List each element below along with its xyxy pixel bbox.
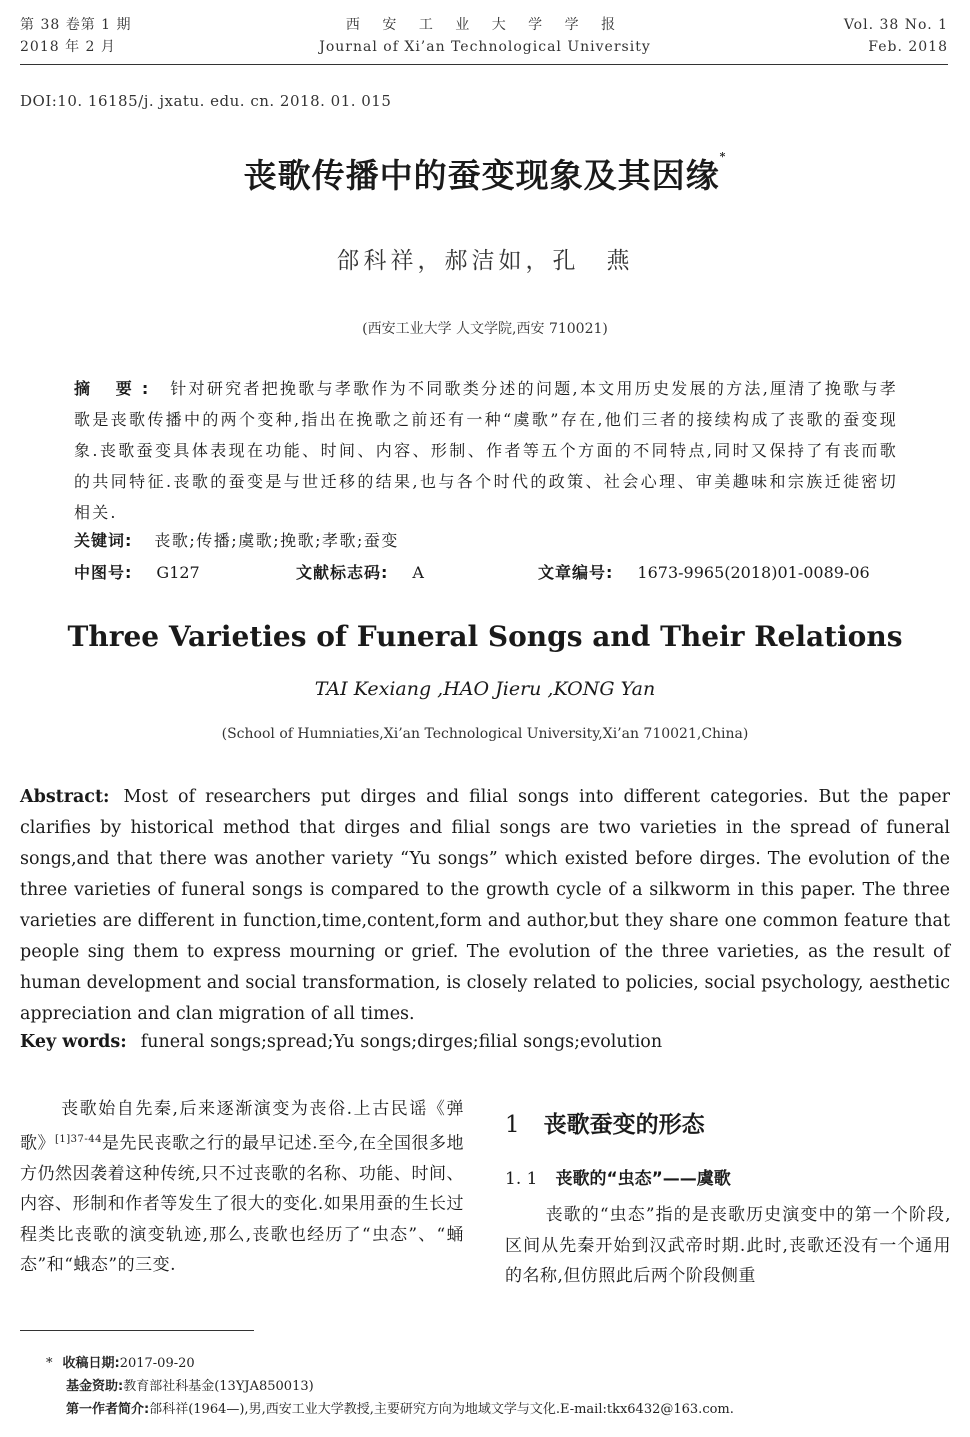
classification-row <box>74 560 904 586</box>
footnote-received <box>46 1352 195 1375</box>
abstract-en <box>20 782 950 1030</box>
doc-code <box>296 560 424 583</box>
section-1-1-text: 丧歌的“虫态”指的是丧歌历史演变中的第一个阶段,区间从先秦开始到汉武帝时期.此时,丧歌还没有一个通用的名称,但仿照此后两个阶段侧重 <box>505 1205 951 1286</box>
body-right-column <box>505 1200 951 1292</box>
footnote-rule <box>20 1330 254 1331</box>
article-number <box>538 560 870 583</box>
date-en: Feb. 2018 <box>868 39 948 55</box>
issue-date: 2018 年 2 月 <box>20 39 116 55</box>
abstract-cn-text: 针对研究者把挽歌与孝歌作为不同歌类分述的问题,本文用历史发展的方法,厘清了挽歌与孝歌是丧歌传播中的两个变种,指出在挽歌之前还有一种“虞歌”存在,他们三者的接续构成了丧歌的蚕变现象.丧歌蚕变具体表现在功能、时间、内容、形制、作者等五个方面的不同特点,同时又保持了有丧而歌的共同特征.丧歌的蚕变是与世迁移的结果,也与各个时代的政策、社会心理、审美趣味和宗族迁徙密切相关. <box>74 379 898 522</box>
abstract-en-text: Most of researchers put dirges and filial songs into different categories. But the paper clarifies by historical method that dirges and filial songs are two varieties in the spread of funeral songs,and that there was another variety “Yu songs” which existed before dirges. The evolution of the three varieties of funeral songs is compared to the growth cycle of a silkworm in this paper. The three varieties are different in function,time,content,form and author,but they share one common feature that people sing them to express mourning or grief. The evolution of the three varieties, as the result of human development and social transformation, is closely related to policies, social psychology, aesthetic appreciation and clan migration of all times. <box>20 787 950 1024</box>
author-bio-label: 第一作者简介: <box>66 1402 150 1417</box>
received-value: 2017-09-20 <box>119 1356 195 1371</box>
footnote-author <box>66 1398 734 1421</box>
affiliation-en: (School of Humniaties,Xi’an Technological University,Xi’an 710021,China) <box>221 726 749 742</box>
footnote-mark: * <box>46 1356 53 1371</box>
received-label: 收稿日期: <box>62 1356 120 1371</box>
affiliation-cn: (西安工业大学 人文学院,西安 710021) <box>362 321 608 337</box>
keywords-cn-label: 关键词: <box>74 531 133 550</box>
clc-label: 中图号: <box>74 563 133 582</box>
paper-title-en: Three Varieties of Funeral Songs and Their Relations <box>67 620 903 653</box>
section-1-number: 1 <box>505 1112 520 1138</box>
body-left-column <box>20 1094 464 1281</box>
doi: DOI:10. 16185/j. jxatu. edu. cn. 2018. 01. 015 <box>20 92 392 110</box>
authors-cn: 郃科祥，郝洁如，孔 燕 <box>336 248 634 274</box>
keywords-en-text: funeral songs;spread;Yu songs;dirges;filial songs;evolution <box>140 1032 663 1052</box>
keywords-en <box>20 1032 950 1052</box>
intro-text-a: 丧歌始自先秦,后来逐渐演变为丧俗.上古民谣《弹歌》 <box>20 1099 464 1154</box>
section-1-1-number: 1. 1 <box>505 1169 538 1189</box>
doc-code-value: A <box>412 563 424 582</box>
intro-text-b: 是先民丧歌之行的最早记述.至今,在全国很多地方仍然因袭着这种传统,只不过丧歌的名称、功能、时间、内容、形制和作者等发生了很大的变化.如果用蚕的生长过程类比丧歌的演变轨迹,那么,丧歌也经历了“虫态”、“蛹态”和“蛾态”的三变. <box>20 1133 464 1276</box>
journal-name-en: Journal of Xi’an Technological University <box>319 39 651 55</box>
clc-value: G127 <box>156 563 200 582</box>
keywords-en-label: Key words: <box>20 1032 127 1052</box>
section-1-1-heading <box>505 1164 731 1189</box>
journal-name <box>0 14 970 58</box>
volume-en: Vol. 38 No. 1 <box>843 17 948 33</box>
abstract-cn <box>74 373 898 528</box>
title-text-cn: 丧歌传播中的蚕变现象及其因缘 <box>243 156 720 195</box>
journal-name-cn: 西 安 工 业 大 学 学 报 <box>345 17 625 33</box>
title-footnote-mark: * <box>719 150 727 163</box>
section-1-heading <box>505 1106 705 1139</box>
doc-code-label: 文献标志码: <box>296 563 389 582</box>
keywords-cn-text: 丧歌;传播;虞歌;挽歌;孝歌;蚕变 <box>154 531 399 550</box>
abstract-cn-label: 摘 要: <box>74 379 159 398</box>
section-1-title: 丧歌蚕变的形态 <box>543 1111 705 1138</box>
header-rule <box>20 64 948 65</box>
fund-label: 基金资助: <box>66 1379 124 1394</box>
author-bio-value: 郃科祥(1964—),男,西安工业大学教授,主要研究方向为地域文学与文化.E-mail:tkx6432@163.com. <box>149 1402 734 1417</box>
clc-number <box>74 560 200 583</box>
authors-en: TAI Kexiang ,HAO Jieru ,KONG Yan <box>314 678 656 700</box>
section-1-1-title: 丧歌的“虫态”——虞歌 <box>555 1169 731 1189</box>
paper-title-cn <box>0 150 970 197</box>
abstract-en-label: Abstract: <box>20 787 110 807</box>
citation-ref: [1]37-44 <box>55 1133 103 1145</box>
keywords-cn <box>74 528 898 551</box>
fund-value: 教育部社科基金(13YJA850013) <box>123 1379 314 1394</box>
article-number-label: 文章编号: <box>538 563 614 582</box>
journal-volume-en <box>844 14 948 58</box>
article-number-value: 1673-9965(2018)01-0089-06 <box>637 563 870 582</box>
footnote-fund <box>66 1375 314 1398</box>
volume-issue: 第 38 卷第 1 期 <box>20 17 132 33</box>
